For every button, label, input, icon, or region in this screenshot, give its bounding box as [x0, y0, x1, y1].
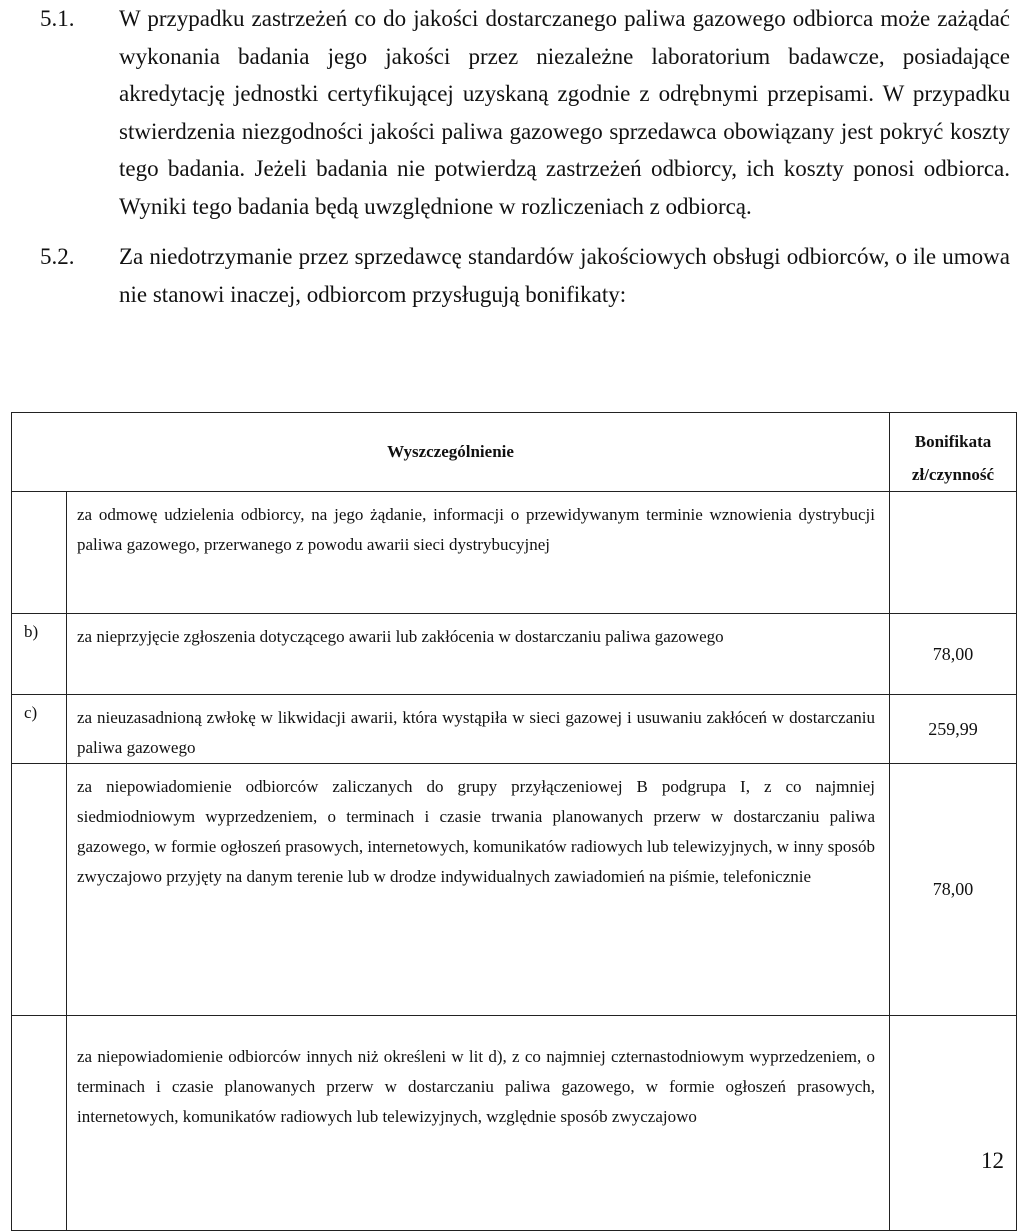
table-row — [12, 1016, 1017, 1231]
header-bonus — [890, 413, 1017, 492]
row-value — [890, 1016, 1017, 1231]
section-text: Za niedotrzymanie przez sprzedawcę standardów jakościowych obsługi odbiorców, o ile umowa nie stanowi inaczej, odbiorcom przysługują bonifikaty: — [119, 244, 1010, 307]
row-value: 259,99 — [890, 695, 1017, 764]
row-label — [12, 1016, 67, 1231]
header-bonus-line1: Bonifikata — [914, 432, 992, 451]
row-description: za niepowiadomienie odbiorców zaliczanych do grupy przyłączeniowej B podgrupa I, z co najmniej siedmiodniowym wyprzedzeniem, o terminach i czasie trwania planowanych przerw w dostarczaniu paliwa gazowego, w formie ogłoszeń prasowych, internetowych, komunikatów radiowych lub telewizyjnych, w inny sposób zwyczajowo przyjęty na danym terenie lub w drodze indywidualnych zawiadomień na piśmie, telefonicznie — [67, 764, 890, 1016]
table-header-row — [12, 413, 1017, 492]
table-row — [12, 492, 1017, 614]
row-description: za niepowiadomienie odbiorców innych niż określeni w lit d), z co najmniej czternastodniowym wyprzedzeniem, o terminach i czasie planowanych przerw w dostarczaniu paliwa gazowego, w formie ogłoszeń prasowych, internetowych, komunikatów radiowych lub telewizyjnych, względnie sposób zwyczajowo — [67, 1016, 890, 1231]
section-5-1 — [40, 0, 1010, 225]
table-row — [12, 695, 1017, 764]
row-description: za nieprzyjęcie zgłoszenia dotyczącego awarii lub zakłócenia w dostarczaniu paliwa gazowego — [67, 614, 890, 695]
section-text: W przypadku zastrzeżeń co do jakości dostarczanego paliwa gazowego odbiorca może zażądać wykonania badania jego jakości przez niezależne laboratorium badawcze, posiadające akredytację jednostki certyfikującej uzyskaną zgodnie z odrębnymi przepisami. W przypadku stwierdzenia niezgodności jakości paliwa gazowego sprzedawca obowiązany jest pokryć koszty tego badania. Jeżeli badania nie potwierdzą zastrzeżeń odbiorcy, ich koszty ponosi odbiorca. Wyniki tego badania będą uwzględnione w rozliczeniach z odbiorcą. — [119, 6, 1010, 219]
section-5-2 — [40, 238, 1010, 313]
row-label: b) — [12, 614, 67, 695]
row-label — [12, 492, 67, 614]
header-description: Wyszczególnienie — [12, 413, 890, 492]
row-description: za nieuzasadnioną zwłokę w likwidacji awarii, która wystąpiła w sieci gazowej i usuwaniu zakłóceń w dostarczaniu paliwa gazowego — [67, 695, 890, 764]
section-number: 5.1. — [40, 6, 75, 31]
row-description: za odmowę udzielenia odbiorcy, na jego żądanie, informacji o przewidywanym terminie wznowienia dystrybucji paliwa gazowego, przerwanego z powodu awarii sieci dystrybucyjnej — [67, 492, 890, 614]
section-number: 5.2. — [40, 244, 75, 269]
row-value: 78,00 — [890, 614, 1017, 695]
page-number: 12 — [981, 1148, 1004, 1173]
table-row — [12, 614, 1017, 695]
table-row — [12, 764, 1017, 1016]
row-label: c) — [12, 695, 67, 764]
row-label — [12, 764, 67, 1016]
bonus-table — [11, 412, 1017, 1231]
row-value: 78,00 — [890, 764, 1017, 1016]
header-bonus-line2: zł/czynność — [911, 465, 995, 484]
row-value — [890, 492, 1017, 614]
